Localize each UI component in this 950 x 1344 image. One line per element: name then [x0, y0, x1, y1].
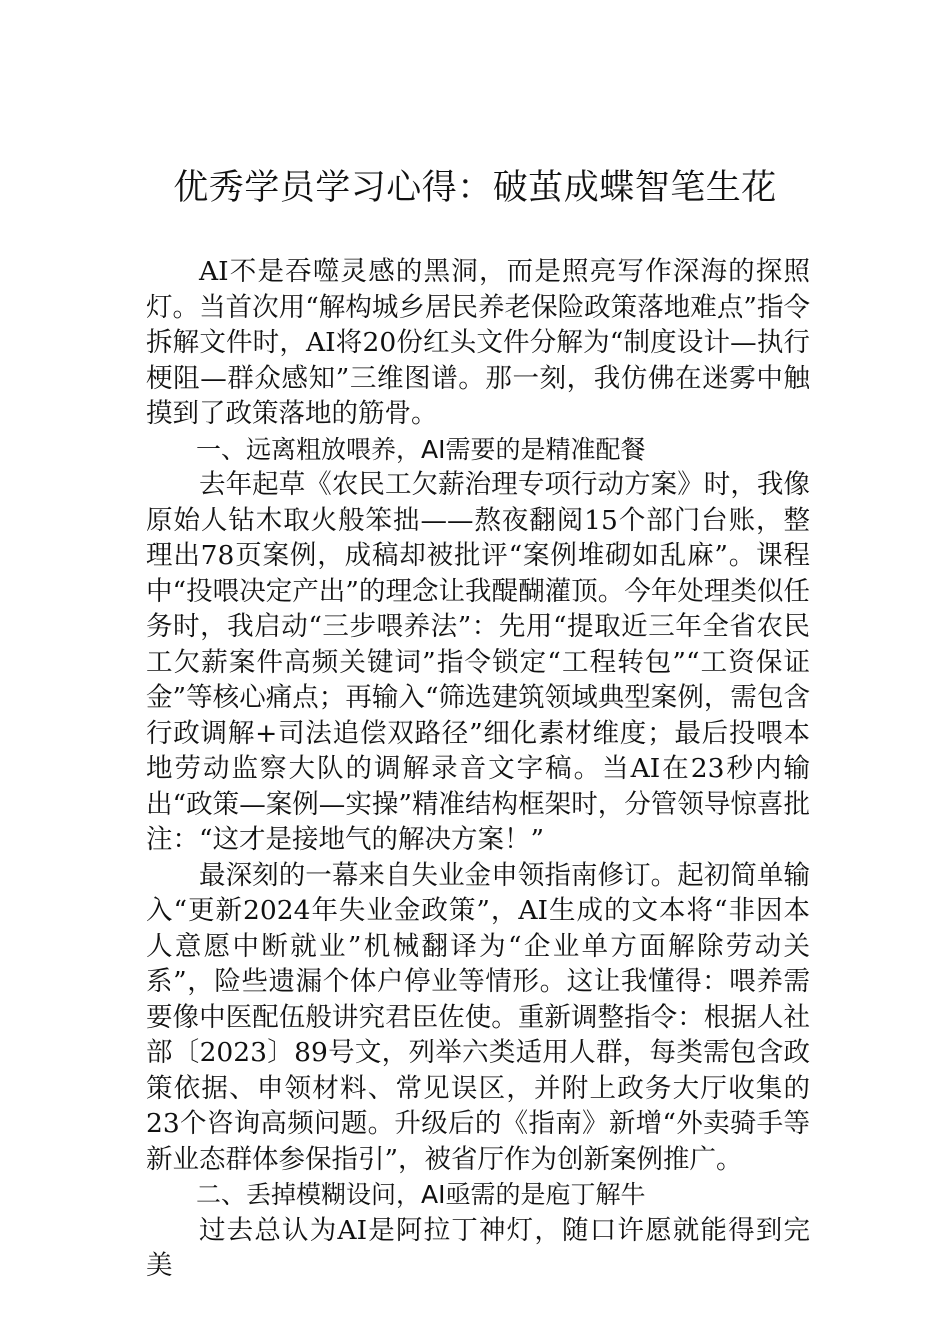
section-heading-2: 二、丢掉模糊设问，AI亟需的是庖丁解牛 — [196, 1180, 646, 1209]
paragraph-section1-b: 最深刻的一幕来自失业金申领指南修订。起初简单输入“更新2024年失业金政策”，AI生成的文本将“非因本人意愿中断就业”机械翻译为“企业单方面解除劳动关系”，险些遗漏个体户停业等情形。这让我懂得：喂养需要像中医配伍般讲究君臣佐使。重新调整指令：根据人社部〔2023〕89号文，列举六类适用人群，每类需包含政策依据、申领材料、常见误区，并附上政务大厅收集的23个咨询高频问题。升级后的《指南》新增“外卖骑手等新业态群体参保指引”，被省厅作为创新案例推广。 — [146, 859, 810, 1175]
paragraph-intro: AI不是吞噬灵感的黑洞，而是照亮写作深海的探照灯。当首次用“解构城乡居民养老保险政策落地难点”指令拆解文件时，AI将20份红头文件分解为“制度设计—执行梗阻—群众感知”三维图谱。那一刻，我仿佛在迷雾中触摸到了政策落地的筋骨。 — [146, 256, 810, 429]
section-heading-1: 一、远离粗放喂养，AI需要的是精准配餐 — [196, 434, 646, 464]
paragraph-section1-a: 去年起草《农民工欠薪治理专项行动方案》时，我像原始人钻木取火般笨拙——熬夜翻阅15个部门台账，整理出78页案例，成稿却被批评“案例堆砌如乱麻”。课程中“投喂决定产出”的理念让我醍醐灌顶。今年处理类似任务时，我启动“三步喂养法”：先用“提取近三年全省农民工欠薪案件高频关键词”指令锁定“工程转包”“工资保证金”等核心痛点；再输入“筛选建筑领域典型案例，需包含行政调解+司法追偿双路径”细化素材维度；最后投喂本地劳动监察大队的调解录音文字稿。当AI在23秒内输出“政策—案例—实操”精准结构框架时，分管领导惊喜批注：“这才是接地气的解决方案！” — [146, 469, 810, 855]
document-body — [146, 254, 810, 1284]
document-title: 优秀学员学习心得：破茧成蝶智笔生花 — [173, 168, 777, 208]
paragraph-section2-a: 过去总认为AI是阿拉丁神灯，随口许愿就能得到完美 — [146, 1214, 810, 1281]
